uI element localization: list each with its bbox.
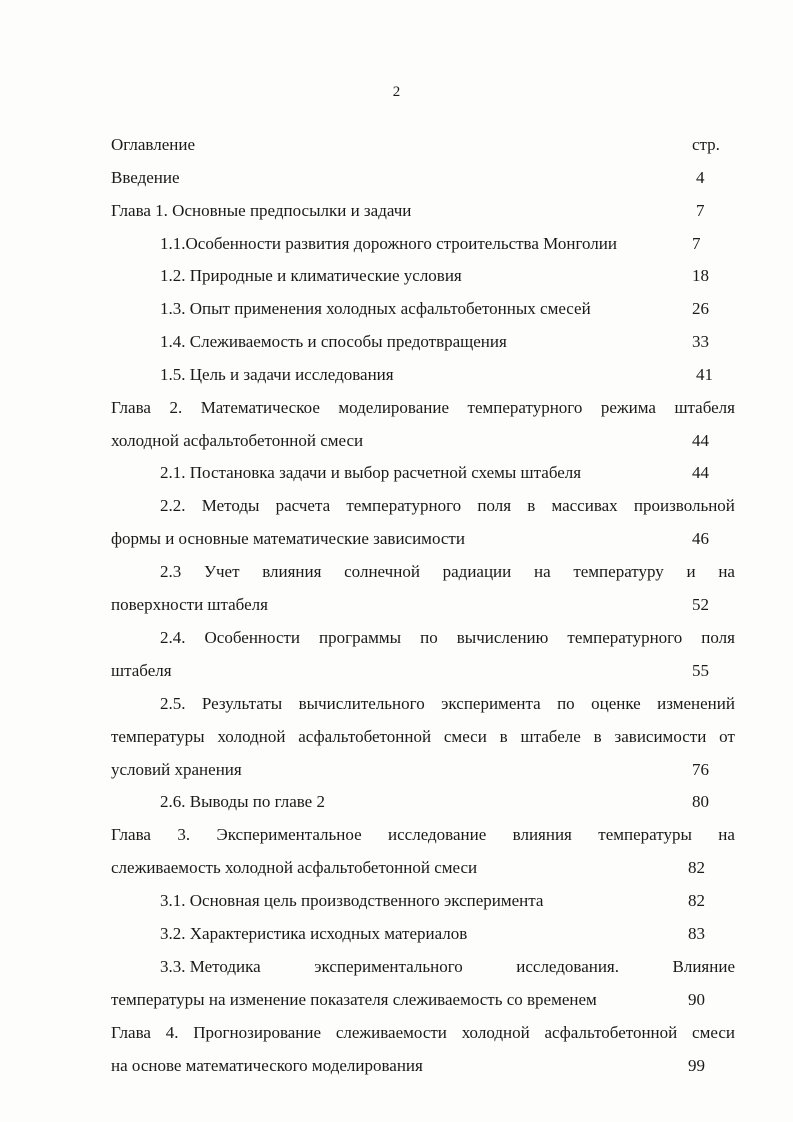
word: вычислению	[456, 628, 549, 647]
word: радиации	[442, 562, 512, 581]
word: асфальтобетонной	[544, 1023, 678, 1042]
word: температуры	[111, 727, 205, 746]
toc-entry-s3-3-line2: температуры на изменение показателя слеживаемость со временем	[111, 990, 597, 1009]
word: 3.	[177, 825, 191, 844]
word: изменений	[657, 694, 735, 713]
word: температурного	[467, 398, 583, 417]
word: температурного	[346, 496, 462, 515]
toc-entry-ch1: Глава 1. Основные предпосылки и задачи	[111, 201, 412, 220]
toc-entry-s2-2-line2: формы и основные математические зависимости	[111, 529, 465, 548]
toc-entry-ch3-line2: слеживаемость холодной асфальтобетонной смеси	[111, 858, 478, 877]
toc-entry-ch2-line1	[111, 397, 735, 419]
word: по	[557, 694, 575, 713]
toc-entry-s1-4: 1.4. Слеживаемость и способы предотвращения	[160, 332, 507, 351]
word: вычислительного	[298, 694, 425, 713]
word: Особенности	[204, 628, 301, 647]
word: температурного	[567, 628, 683, 647]
word: 2.	[169, 398, 183, 417]
toc-entry-s1-3: 1.3. Опыт применения холодных асфальтобетонных смесей	[160, 299, 591, 318]
word: от	[719, 727, 735, 746]
word: 2.5.	[160, 694, 186, 713]
word: штабеле	[520, 727, 581, 746]
toc-entry-ch4-line1	[111, 1022, 735, 1044]
word: экспериментального	[314, 957, 463, 976]
word: поля	[477, 496, 512, 515]
word: смеси	[692, 1023, 735, 1042]
toc-page-s2-6: 80	[692, 792, 709, 811]
toc-entry-s2-4-line1	[160, 627, 735, 649]
word: 3.3. Методика	[160, 957, 261, 976]
toc-entry-s1-2: 1.2. Природные и климатические условия	[160, 266, 462, 285]
page-number: 2	[392, 84, 401, 100]
word: по	[420, 628, 438, 647]
word: в	[527, 496, 536, 515]
toc-page-s2-1: 44	[692, 463, 709, 482]
word: Математическое	[200, 398, 320, 417]
toc-entry-intro: Введение	[111, 168, 180, 187]
word: режима	[600, 398, 656, 417]
word: зависимости	[614, 727, 707, 746]
page-column-header: стр.	[692, 135, 720, 154]
toc-page-s2-4: 55	[692, 661, 709, 680]
toc-entry-s2-2-line1	[160, 495, 735, 517]
word: Экспериментальное	[216, 825, 362, 844]
word: температуры	[598, 825, 692, 844]
toc-page-s3-2: 83	[688, 924, 705, 943]
toc-page-ch4: 99	[688, 1056, 705, 1075]
word: температуру	[573, 562, 664, 581]
word: слеживаемости	[335, 1023, 447, 1042]
word: холодной	[461, 1023, 530, 1042]
toc-page-ch3: 82	[688, 858, 705, 877]
word: эксперимента	[441, 694, 541, 713]
toc-entry-s3-3-line1	[160, 956, 735, 978]
toc-page-s1-5: 41	[696, 365, 713, 384]
toc-page-s1-1: 7	[692, 234, 701, 253]
word: поля	[701, 628, 735, 647]
word: 4.	[165, 1023, 179, 1042]
word: расчета	[275, 496, 331, 515]
word: на	[718, 825, 735, 844]
toc-entry-s3-2: 3.2. Характеристика исходных материалов	[160, 924, 468, 943]
word: влияния	[512, 825, 572, 844]
word: в	[593, 727, 602, 746]
word: Глава	[111, 398, 151, 417]
toc-page-s3-1: 82	[688, 891, 705, 910]
toc-page-s1-2: 18	[692, 266, 709, 285]
word: 2.2.	[160, 496, 186, 515]
toc-page-ch2: 44	[692, 431, 709, 450]
word: программы	[319, 628, 402, 647]
toc-entry-ch3-line1	[111, 824, 735, 846]
word: Учет	[203, 562, 240, 581]
toc-entry-ch4-line2: на основе математического моделирования	[111, 1056, 423, 1075]
toc-entry-s1-5: 1.5. Цель и задачи исследования	[160, 365, 394, 384]
word: Результаты	[201, 694, 283, 713]
word: Влияние	[672, 957, 735, 976]
word: влияния	[262, 562, 322, 581]
toc-entry-s2-3-line2: поверхности штабеля	[111, 595, 268, 614]
toc-title: Оглавление	[111, 135, 195, 154]
word: произвольной	[633, 496, 735, 515]
toc-entry-s2-5-line3: условий хранения	[111, 760, 242, 779]
word: Прогнозирование	[193, 1023, 322, 1042]
toc-entry-s2-5-line1	[160, 693, 735, 715]
word: в	[499, 727, 508, 746]
toc-entry-s3-1: 3.1. Основная цель производственного эксперимента	[160, 891, 544, 910]
toc-page-s3-3: 90	[688, 990, 705, 1009]
toc-entry-s2-6: 2.6. Выводы по главе 2	[160, 792, 325, 811]
toc-entry-s2-1: 2.1. Постановка задачи и выбор расчетной схемы штабеля	[160, 463, 582, 482]
word: 2.4.	[160, 628, 186, 647]
toc-entry-s2-4-line2: штабеля	[111, 661, 172, 680]
word: Методы	[201, 496, 260, 515]
word: исследования.	[516, 957, 620, 976]
word: смеси	[443, 727, 487, 746]
toc-page-s2-3: 52	[692, 595, 709, 614]
toc-page-intro: 4	[696, 168, 705, 187]
word: на	[718, 562, 735, 581]
word: Глава	[111, 825, 151, 844]
toc-page-s1-4: 33	[692, 332, 709, 351]
word: массивах	[551, 496, 618, 515]
toc-entry-s1-1: 1.1.Особенности развития дорожного строительства Монголии	[160, 234, 617, 253]
word: и	[686, 562, 696, 581]
toc-page-s2-5: 76	[692, 760, 709, 779]
word: исследование	[388, 825, 487, 844]
toc-entry-s2-5-line2	[111, 726, 735, 748]
word: моделирование	[338, 398, 450, 417]
word: на	[533, 562, 551, 581]
toc-page-ch1: 7	[696, 201, 705, 220]
word: асфальтобетонной	[298, 727, 432, 746]
word: штабеля	[674, 398, 735, 417]
toc-entry-ch2-line2: холодной асфальтобетонной смеси	[111, 431, 364, 450]
toc-page-s1-3: 26	[692, 299, 709, 318]
word: 2.3	[160, 562, 182, 581]
word: Глава	[111, 1023, 151, 1042]
word: солнечной	[344, 562, 420, 581]
word: холодной	[217, 727, 286, 746]
toc-page-s2-2: 46	[692, 529, 709, 548]
toc-entry-s2-3-line1	[160, 561, 735, 583]
word: оценке	[591, 694, 641, 713]
